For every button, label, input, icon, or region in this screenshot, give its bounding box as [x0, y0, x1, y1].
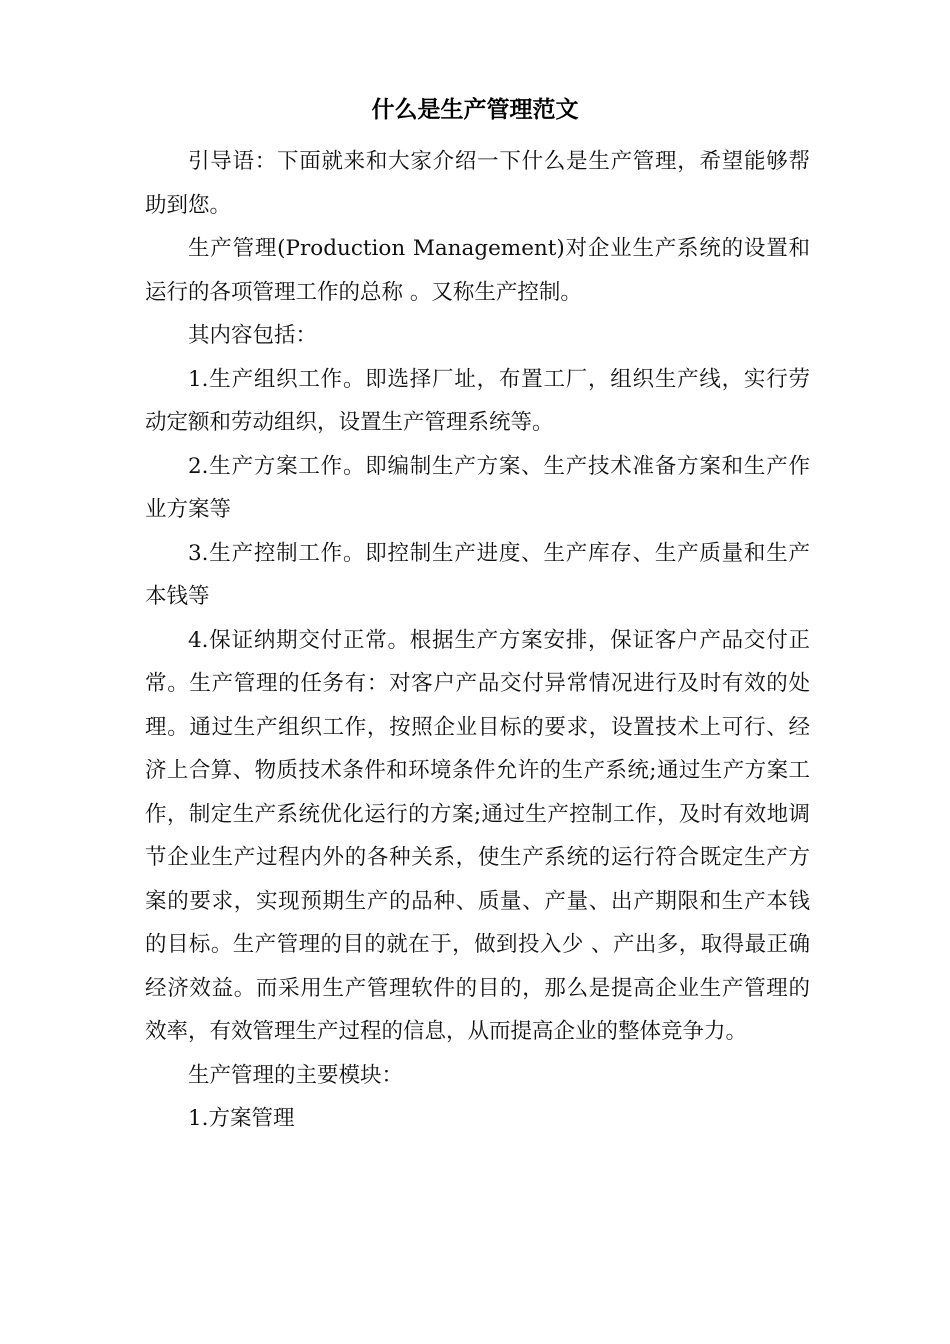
- paragraph-intro: 引导语：下面就来和大家介绍一下什么是生产管理，希望能够帮助到您。: [145, 149, 810, 218]
- paragraph-item-3: 3.生产控制工作。即控制生产进度、生产库存、生产质量和生产本钱等: [145, 540, 810, 609]
- document-body: [145, 140, 810, 1141]
- paragraph-modules-heading: 生产管理的主要模块：: [188, 1062, 404, 1088]
- paragraph-contents-heading: 其内容包括：: [188, 323, 318, 348]
- paragraph-definition: 生产管理(Production Management)对企业生产系统的设置和运行的各项管理工作的总称 。又称生产控制。: [145, 236, 810, 305]
- paragraph-item-1: 1.生产组织工作。即选择厂址，布置工厂，组织生产线，实行劳动定额和劳动组织，设置生产管理系统等。: [145, 366, 810, 435]
- document-title: 什么是生产管理范文: [371, 96, 579, 123]
- paragraph-item-4: 4.保证纳期交付正常。根据生产方案安排，保证客户产品交付正常。生产管理的任务有：对客户产品交付异常情况进行及时有效的处理。通过生产组织工作，按照企业目标的要求，设置技术上可行、经济上合算、物质技术条件和环境条件允许的生产系统;通过生产方案工作，制定生产系统优化运行的方案;通过生产控制工作，及时有效地调节企业生产过程内外的各种关系，使生产系统的运行符合既定生产方案的要求，实现预期生产的品种、质量、产量、出产期限和生产本钱的目标。生产管理的目的就在于，做到投入少 、产出多，取得最正确经济效益。而采用生产管理软件的目的，那么是提高企业生产管理的效率，有效管理生产过程的信息，从而提高企业的整体竞争力。: [145, 627, 810, 1044]
- paragraph-item-2: 2.生产方案工作。即编制生产方案、生产技术准备方案和生产作业方案等: [145, 453, 810, 522]
- paragraph-module-1: 1.方案管理: [188, 1106, 295, 1131]
